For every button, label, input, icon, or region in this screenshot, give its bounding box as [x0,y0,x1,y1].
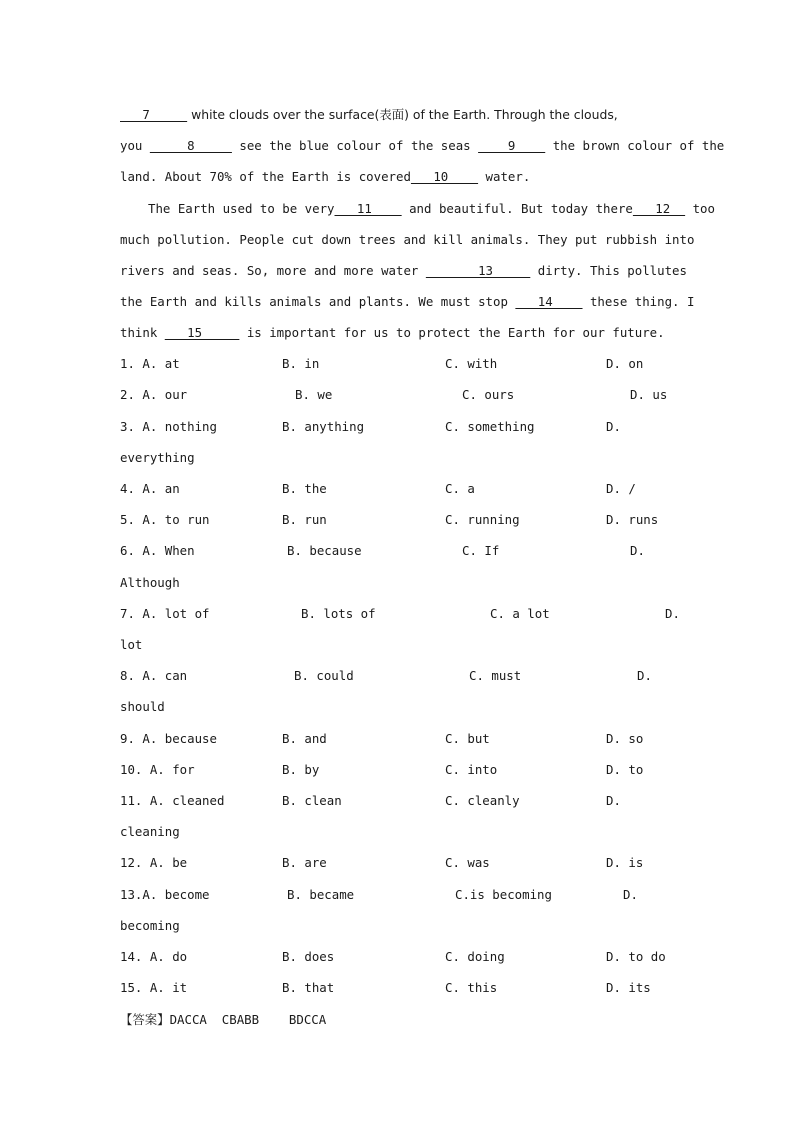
passage-text: see the blue colour of the seas [231,138,479,153]
question-6-option-d: D. [630,543,645,558]
question-1-option-c: C. with [445,356,498,371]
passage-line-1 [120,105,673,123]
question-14-option-d: D. to do [606,949,666,964]
question-8-option-d: D. [637,668,652,683]
question-8-option-c: C. must [469,668,522,683]
question-13-option-d: D. [623,887,638,902]
question-11-option-d: D. [606,793,621,808]
passage-text: think [120,325,165,340]
question-13-option-a: 13.A. become [120,887,210,902]
question-9-option-a: 9. A. because [120,731,217,746]
question-4-option-c: C. a [445,481,475,496]
blank-14: 14 [515,294,583,309]
question-5-option-c: C. running [445,512,520,527]
question-9-option-c: C. but [445,731,490,746]
question-5-option-b: B. run [282,512,327,527]
question-4-option-a: 4. A. an [120,481,180,496]
question-15-option-c: C. this [445,980,498,995]
question-12-option-c: C. was [445,855,490,870]
question-1-option-b: B. in [282,356,320,371]
passage-text: The Earth used to be very [148,201,335,216]
question-2-option-b: B. we [295,387,333,402]
question-9-option-d: D. so [606,731,644,746]
answer-value: DACCA CBABB BDCCA [169,1012,327,1027]
passage-line-6 [120,263,687,278]
question-9-option-b: B. and [282,731,327,746]
question-11-option-c: C. cleanly [445,793,520,808]
blank-15: 15 [164,325,240,340]
question-7-option-c: C. a lot [490,606,550,621]
question-13-option-c: C.is becoming [455,887,552,902]
passage-text: dirty. This pollutes [530,263,687,278]
passage-text: is important for us to protect the Earth for our future. [239,325,665,340]
answer-label: 【答案】 [120,1012,170,1027]
passage-text: the Earth and kills animals and plants. We must stop [120,294,516,309]
question-11-option-a: 11. A. cleaned [120,793,225,808]
question-6-option-c: C. If [462,543,500,558]
passage-text: and beautiful. But today there [401,201,633,216]
question-7-option-a: 7. A. lot of [120,606,210,621]
question-14-option-c: C. doing [445,949,505,964]
passage-text: too [685,201,715,216]
answer-key [120,1010,326,1028]
question-15-option-b: B. that [282,980,335,995]
question-4-option-b: B. the [282,481,327,496]
question-4-option-d: D. / [606,481,636,496]
question-5-option-d: D. runs [606,512,659,527]
question-15-option-d: D. its [606,980,651,995]
question-8-option-a: 8. A. can [120,668,188,683]
question-10-option-a: 10. A. for [120,762,195,777]
question-2-option-c: C. ours [462,387,515,402]
passage-line-2 [120,138,725,153]
passage-text: the brown colour of the [545,138,725,153]
question-6-option-a: 6. A. When [120,543,195,558]
question-14-option-a: 14. A. do [120,949,188,964]
question-6-option-d-text: Although [120,575,180,590]
question-8-option-b: B. could [294,668,354,683]
passage-text: water. [478,169,531,184]
question-1-option-a: 1. A. at [120,356,180,371]
question-12-option-b: B. are [282,855,327,870]
passage-line-8 [120,325,665,340]
question-3-option-d-text: everything [120,450,195,465]
question-7-option-b: B. lots of [301,606,376,621]
passage-text: you [120,138,150,153]
passage-line-3 [120,169,530,184]
blank-9: 9 [478,138,546,153]
passage-line-7 [120,294,694,309]
passage-text: land. About 70% of the Earth is covered [120,169,411,184]
blank-7: 7 [120,107,188,122]
blank-10: 10 [410,169,479,184]
question-3-option-d: D. [606,419,621,434]
question-15-option-a: 15. A. it [120,980,188,995]
question-2-option-d: D. us [630,387,668,402]
passage-text: these thing. I [582,294,695,309]
question-5-option-a: 5. A. to run [120,512,210,527]
question-10-option-d: D. to [606,762,644,777]
question-6-option-b: B. because [287,543,362,558]
question-3-option-a: 3. A. nothing [120,419,217,434]
question-2-option-a: 2. A. our [120,387,188,402]
blank-8: 8 [149,138,232,153]
blank-13: 13 [425,263,531,278]
question-12-option-a: 12. A. be [120,855,188,870]
blank-11: 11 [334,201,402,216]
question-8-option-d-text: should [120,699,165,714]
question-11-option-b: B. clean [282,793,342,808]
question-1-option-d: D. on [606,356,644,371]
passage-line-4 [148,201,715,216]
passage-line-5: much pollution. People cut down trees and kill animals. They put rubbish into [120,232,695,247]
question-7-option-d-text: lot [120,637,143,652]
question-3-option-b: B. anything [282,419,365,434]
passage-text: white clouds over the surface(表面) of the Earth. Through the clouds, [187,107,618,122]
question-11-option-d-text: cleaning [120,824,180,839]
question-14-option-b: B. does [282,949,335,964]
passage-text: rivers and seas. So, more and more water [120,263,426,278]
question-3-option-c: C. something [445,419,535,434]
question-13-option-d-text: becoming [120,918,180,933]
question-12-option-d: D. is [606,855,644,870]
question-13-option-b: B. became [287,887,355,902]
question-7-option-d: D. [665,606,680,621]
question-10-option-c: C. into [445,762,498,777]
blank-12: 12 [632,201,686,216]
question-10-option-b: B. by [282,762,320,777]
